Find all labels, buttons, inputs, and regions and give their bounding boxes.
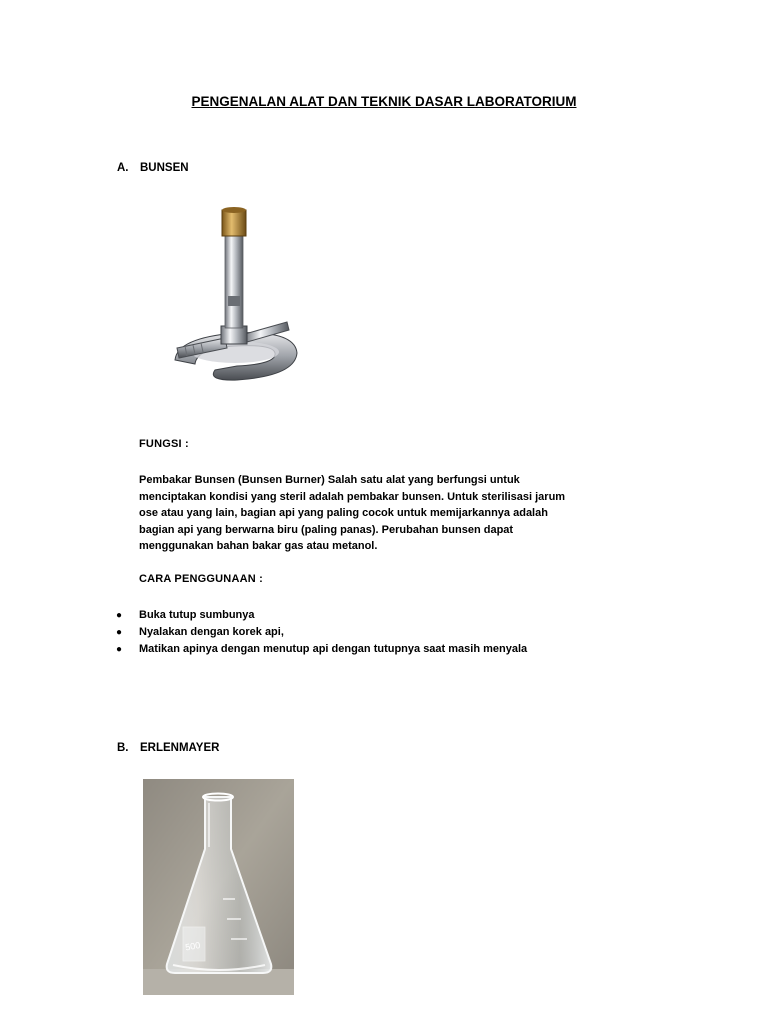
section-b-letter: B. <box>117 742 129 754</box>
list-item <box>114 624 527 641</box>
step-text: Matikan apinya dengan menutup api dengan tutupnya saat masih menyala <box>139 643 528 655</box>
bunsen-burner-icon <box>137 188 323 408</box>
bullet-icon: ● <box>115 610 123 621</box>
cara-penggunaan-label: CARA PENGGUNAAN : <box>139 573 263 585</box>
fungsi-line: ose atau yang lain, bagian api yang paling cocok untuk memijarkannya adalah <box>139 507 548 519</box>
section-a-letter: A. <box>117 162 129 174</box>
bullet-icon: ● <box>115 627 123 638</box>
fungsi-paragraph <box>139 472 679 555</box>
step-text: Buka tutup sumbunya <box>139 609 255 621</box>
section-a-heading <box>117 162 189 174</box>
flask-marking: 500 <box>184 940 201 953</box>
step-text: Nyalakan dengan korek api, <box>139 626 284 638</box>
fungsi-label: FUNGSI : <box>139 438 189 450</box>
fungsi-line: menggunakan bahan bakar gas atau metanol. <box>139 540 378 552</box>
fungsi-line: menciptakan kondisi yang steril adalah pembakar bunsen. Untuk sterilisasi jarum <box>139 490 566 503</box>
section-b-heading <box>117 742 219 754</box>
bullet-icon: ● <box>115 644 123 655</box>
page-title <box>0 94 768 109</box>
page-title-text: PENGENALAN ALAT DAN TEKNIK DASAR LABORATORIUM <box>191 94 577 109</box>
bunsen-burner-figure <box>137 188 323 408</box>
list-item <box>114 641 527 658</box>
fungsi-line: bagian api yang berwarna biru (paling panas). Perubahan bunsen dapat <box>139 523 514 536</box>
list-item <box>114 607 527 624</box>
section-a-name: BUNSEN <box>140 162 189 174</box>
erlenmeyer-flask-figure <box>143 779 294 995</box>
erlenmeyer-flask-icon <box>143 779 294 995</box>
steps-list <box>114 607 527 658</box>
fungsi-line: Pembakar Bunsen (Bunsen Burner) Salah satu alat yang berfungsi untuk <box>139 474 520 486</box>
section-b-name: ERLENMAYER <box>140 742 220 754</box>
